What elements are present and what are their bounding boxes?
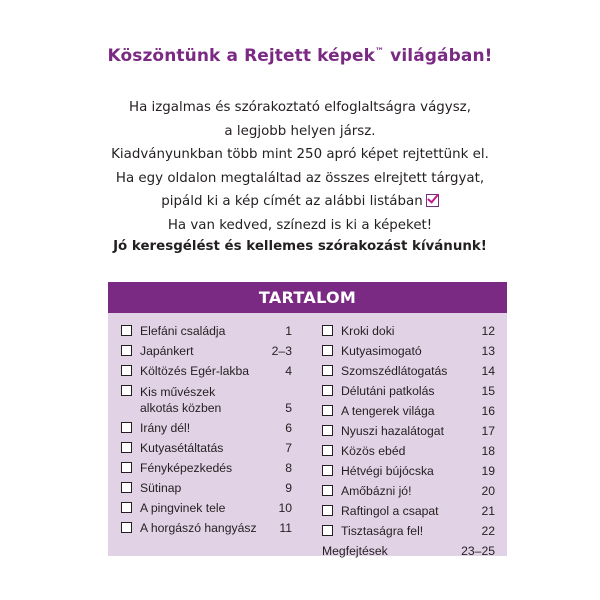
toc-item [322, 344, 495, 359]
checkbox[interactable] [322, 465, 333, 476]
toc-item-title: Kroki doki [341, 324, 395, 338]
intro-line: Kiadványunkban több mint 250 apró képet rejtettünk el. [111, 147, 489, 163]
toc-item [322, 524, 495, 539]
checkbox[interactable] [322, 345, 333, 356]
page-title [0, 46, 600, 66]
intro-line: a legjobb helyen jársz. [224, 123, 376, 139]
toc-item-page: 13 [481, 344, 495, 358]
toc-item-title: Szomszédlátogatás [341, 364, 448, 378]
toc-item [121, 501, 292, 516]
wish-text: Jó keresgélést és kellemes szórakozást kívánunk! [113, 239, 487, 254]
toc-item [121, 421, 292, 436]
checkbox[interactable] [322, 365, 333, 376]
toc-item-title: Délutáni patkolás [341, 384, 435, 398]
toc-item-title: A tengerek világa [341, 404, 435, 418]
checkbox[interactable] [121, 462, 132, 473]
toc-item [322, 404, 495, 419]
toc-item-page: 22 [481, 524, 495, 538]
title-suffix: világában! [384, 46, 493, 66]
toc-item-title: Megfejtések [322, 544, 388, 558]
checkbox[interactable] [322, 485, 333, 496]
toc-item [322, 364, 495, 379]
intro-line: pipáld ki a kép címét az alábbi listában [161, 194, 423, 210]
toc-item [322, 484, 495, 499]
toc-item [322, 444, 495, 459]
toc-item [121, 324, 292, 339]
toc-right-column [322, 324, 495, 564]
toc-item-title: Közös ebéd [341, 444, 406, 458]
toc-item [121, 481, 292, 496]
toc-item-title: Nyuszi hazalátogat [341, 424, 444, 438]
checkbox[interactable] [322, 425, 333, 436]
toc-item-page: 18 [481, 444, 495, 458]
trademark-mark: ™ [375, 47, 385, 57]
title-text: Köszöntünk a Rejtett képek [107, 46, 376, 66]
toc-item-page: 7 [285, 441, 292, 455]
toc-item-answers [322, 544, 495, 559]
checkbox[interactable] [121, 325, 132, 336]
toc-item-title: Költözés Egér-lakba [140, 364, 250, 378]
checkbox[interactable] [322, 405, 333, 416]
toc-item [322, 384, 495, 399]
toc-item-page: 4 [285, 364, 292, 378]
checked-box-icon [426, 194, 439, 207]
table-of-contents [108, 282, 507, 556]
toc-item-title: Raftingol a csapat [341, 504, 439, 518]
toc-item-title: Kutyasimogató [341, 344, 422, 358]
toc-item-title: Kutyasétáltatás [140, 441, 224, 455]
toc-item-title: Elefáni családja [140, 324, 226, 338]
checkbox[interactable] [121, 345, 132, 356]
toc-item-page: 5 [285, 401, 292, 415]
checkbox[interactable] [121, 482, 132, 493]
toc-item [322, 504, 495, 519]
toc-item-page: 14 [481, 364, 495, 378]
checkbox[interactable] [322, 325, 333, 336]
checkbox[interactable] [121, 442, 132, 453]
intro-paragraph [0, 96, 600, 238]
checkbox[interactable] [121, 365, 132, 376]
toc-item-page: 16 [481, 404, 495, 418]
toc-item-title: A pingvinek tele [140, 501, 226, 515]
toc-item [121, 364, 292, 379]
checkbox[interactable] [322, 505, 333, 516]
toc-item [121, 521, 292, 536]
toc-item-page: 10 [278, 501, 292, 515]
intro-line: Ha izgalmas és szórakoztató elfoglaltságra vágysz, [129, 100, 471, 115]
toc-left-column [121, 324, 292, 541]
toc-item-title: Tisztaságra fel! [341, 524, 424, 538]
toc-item-page: 19 [481, 464, 495, 478]
toc-item [322, 464, 495, 479]
toc-item [322, 424, 495, 439]
toc-item-title: A horgászó hangyász [140, 521, 257, 535]
toc-item-page: 8 [285, 461, 292, 475]
toc-item-title-line: Kis művészek [140, 385, 216, 399]
intro-line-with-check [0, 190, 600, 214]
toc-item-page: 17 [481, 424, 495, 438]
intro-line: Ha van kedved, színezd is ki a képeket! [167, 217, 433, 233]
toc-item-page: 12 [481, 324, 495, 338]
toc-item-page: 9 [285, 481, 292, 495]
toc-item-page: 15 [481, 384, 495, 398]
toc-item-title: Japánkert [140, 344, 194, 358]
toc-item [121, 344, 292, 359]
toc-item-page: 2–3 [271, 344, 292, 358]
toc-item-page: 21 [481, 504, 495, 518]
toc-item-title-line: alkotás közben [140, 401, 222, 415]
toc-item-page: 23–25 [461, 544, 495, 558]
toc-item-title: Hétvégi bújócska [341, 464, 434, 478]
checkbox[interactable] [322, 445, 333, 456]
toc-item-title: Fényképezkedés [140, 461, 233, 475]
toc-item-title: Irány dél! [140, 421, 191, 435]
intro-line: Ha egy oldalon megtaláltad az összes elrejtett tárgyat, [115, 170, 485, 186]
toc-item-page: 20 [481, 484, 495, 498]
checkbox[interactable] [121, 385, 132, 396]
toc-item-title [140, 384, 292, 416]
checkbox[interactable] [121, 522, 132, 533]
checkbox[interactable] [121, 502, 132, 513]
toc-item-page: 6 [285, 421, 292, 435]
toc-item-title: Sütinap [140, 481, 182, 495]
toc-item-page: 11 [279, 521, 292, 535]
checkbox[interactable] [322, 525, 333, 536]
toc-item [121, 441, 292, 456]
toc-item-title: Amőbázni jó! [341, 484, 412, 498]
toc-header: TARTALOM [108, 282, 507, 313]
toc-item-page: 1 [285, 324, 292, 338]
toc-item [121, 461, 292, 476]
toc-item [322, 324, 495, 339]
checkbox[interactable] [322, 385, 333, 396]
toc-item [121, 384, 292, 416]
checkbox[interactable] [121, 422, 132, 433]
